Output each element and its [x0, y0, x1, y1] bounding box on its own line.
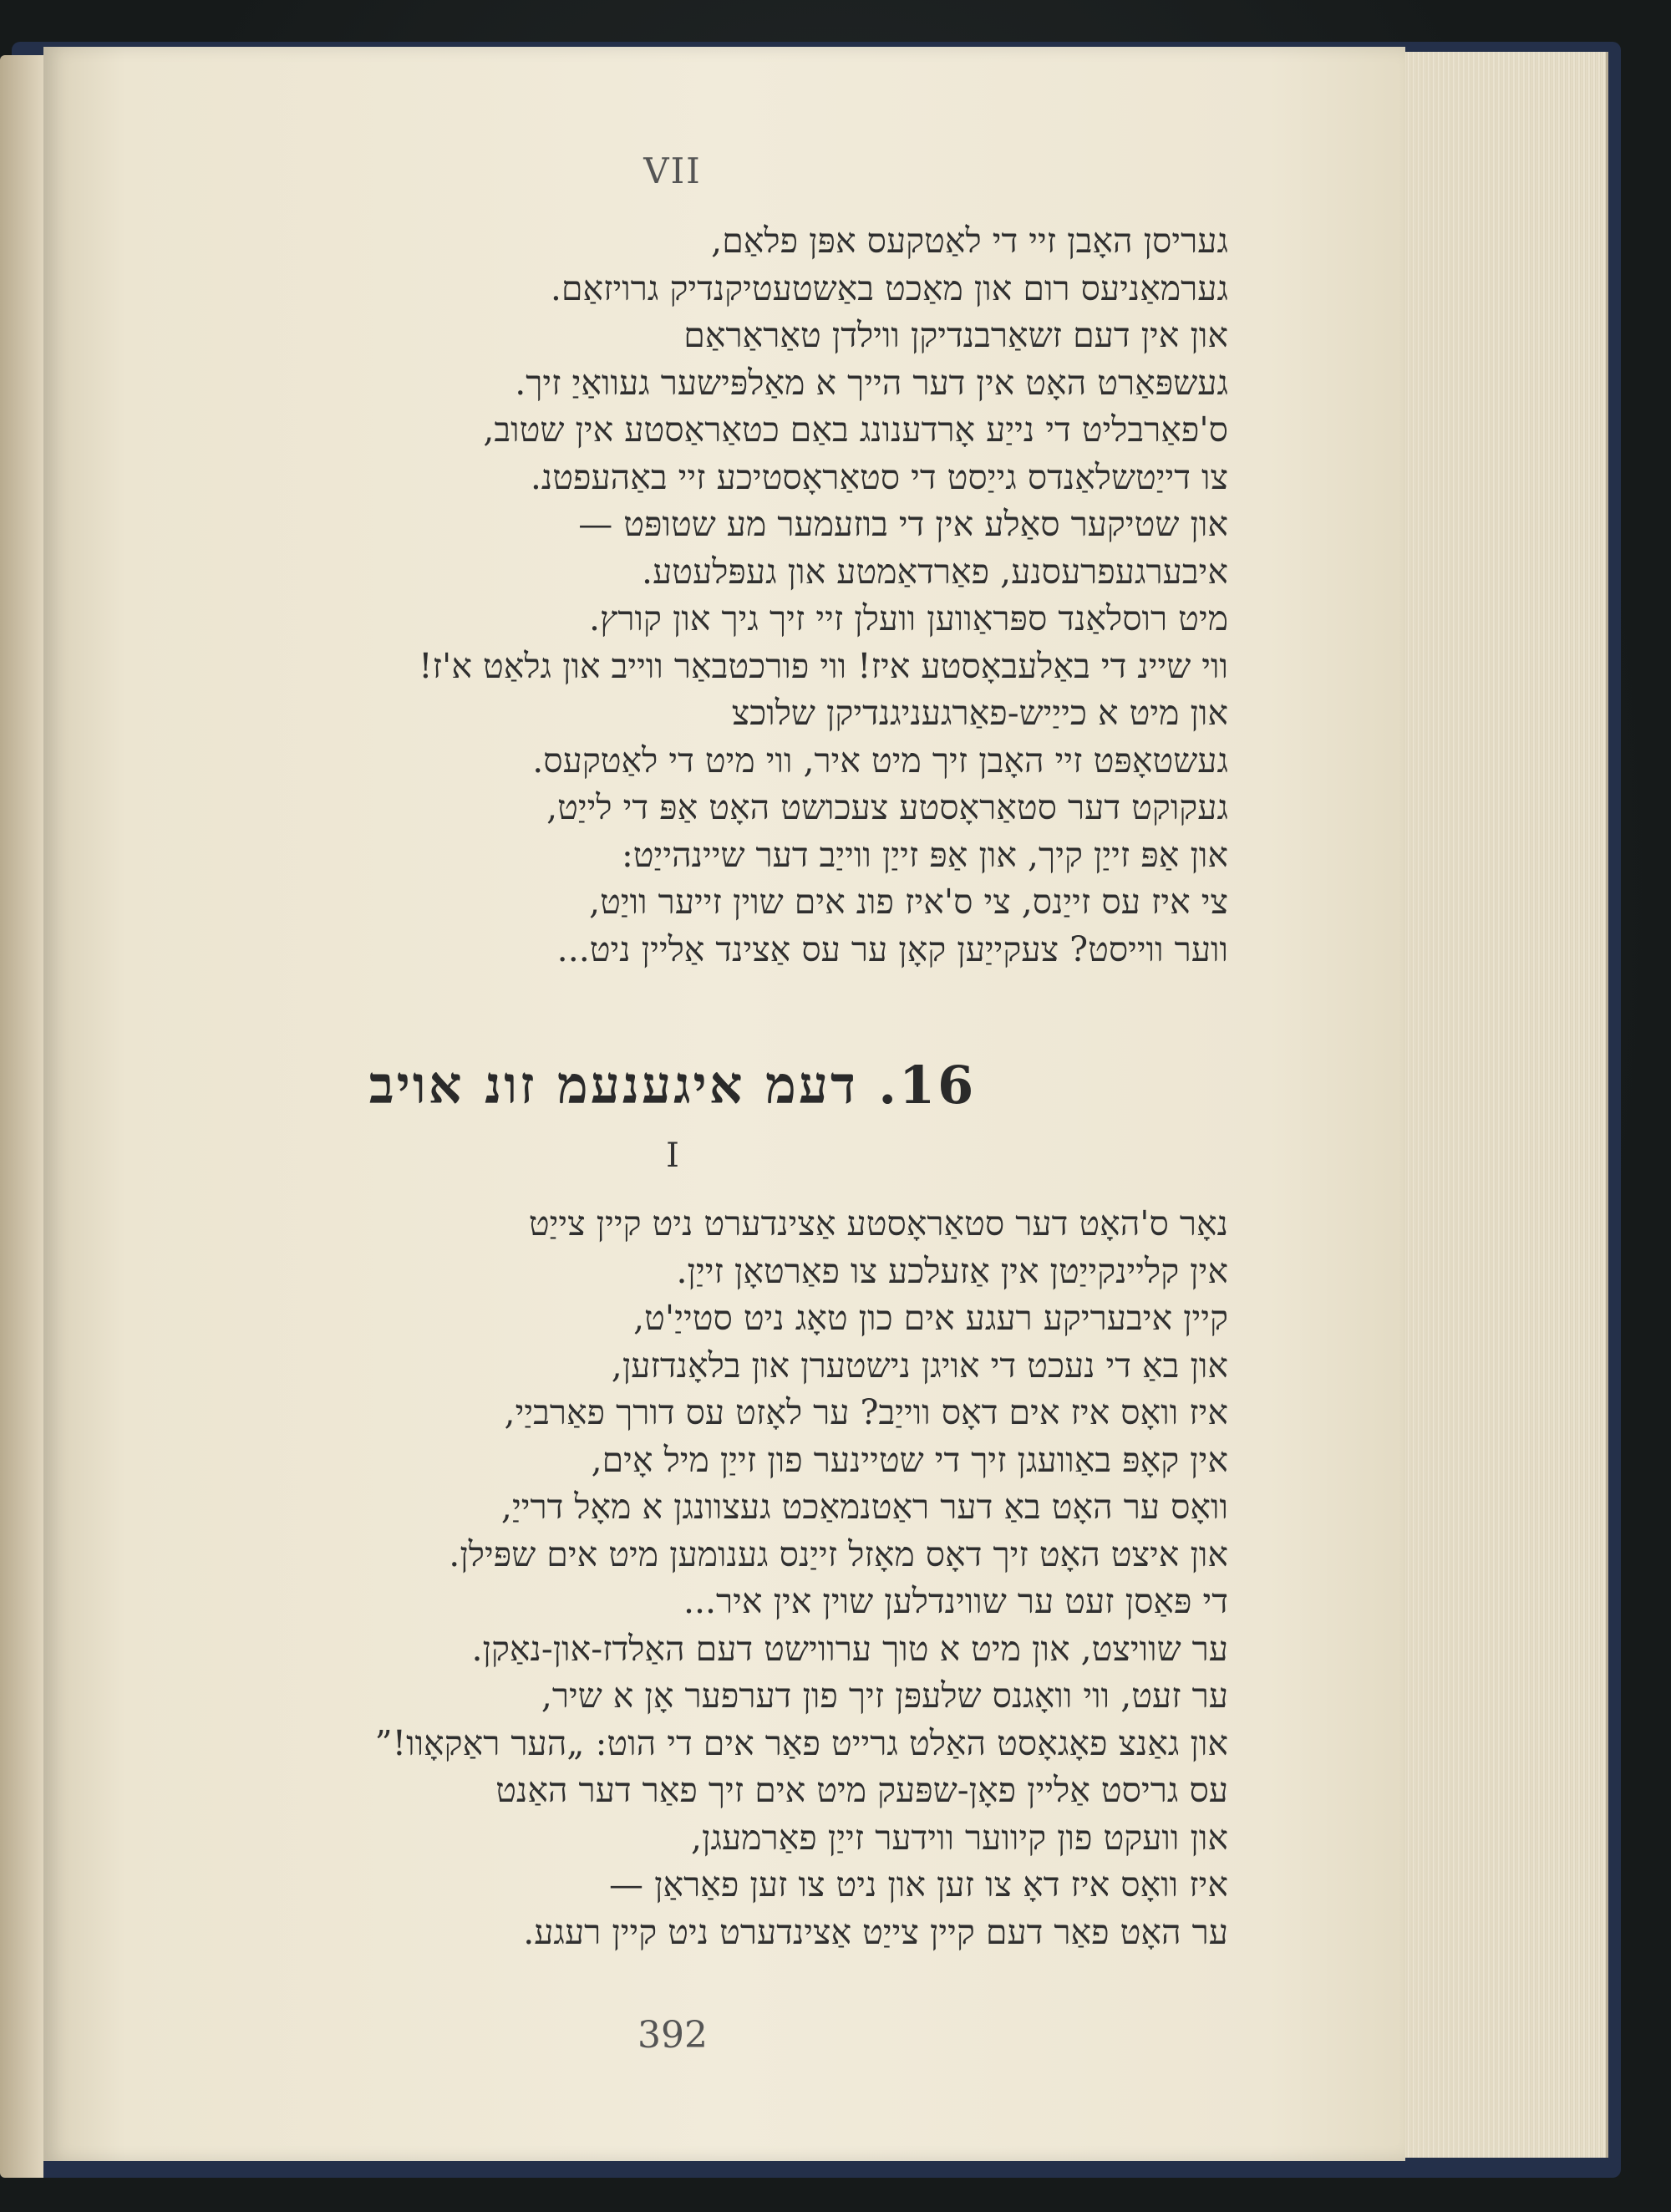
verse-line: נאָר ס'האָט דער סטאַראָסטע אַצינדערט ניט קיין צייַט — [528, 1203, 1228, 1243]
verse-line: און אין דעם זשאַרבנדיקן ווילדן טאַראַראַם — [683, 315, 1228, 355]
poem-title: 16. דעמ איגענעמ זונ אויב — [368, 1055, 977, 1116]
page-number: 392 — [637, 2014, 708, 2057]
verse-line: געריסן האָבן זיי די לאַטקעס אפּן פלאַם, — [711, 221, 1228, 261]
verse-line: און מיט א כייַיש-פאַרגעניגנדיקן שלוכצ — [731, 693, 1228, 733]
verse-line: ווי שיינ די באַלעבאָסטע איז! ווי פורכטבאַר ווייב און גלאַט א'ז! — [419, 645, 1228, 686]
verse-line: איז וואָס איז אים דאָס ווייַב? ער לאָזט עס דורך פאַרביַי, — [504, 1392, 1228, 1432]
verse-line: און וועקט פון קיווער ווידער זייַן פאַרמעגן, — [691, 1817, 1228, 1858]
verse-line: געשפּאַרט האָט אין דער הייך א מאַלפּישער געוואַיַ זיך. — [515, 362, 1228, 403]
verse-line: און באַ די נעכט די אויגן נישטערן און בלאָנדזען, — [611, 1345, 1228, 1386]
verse-block-bottom — [117, 1200, 1228, 1955]
left-page-edge — [0, 55, 43, 2178]
verse-line: וואָס ער האָט באַ דער ראַטנמאַכט געצוונגן א מאָל דרייַ, — [500, 1487, 1228, 1527]
verse-line: און שטיקער סאַלע אין די בוזעמער מע שטופּט — — [578, 504, 1228, 544]
verse-block-top — [117, 217, 1228, 973]
verse-line: געקוקט דער סטאַראָסטע צעכושט האָט אַפּ די לייַט, — [546, 787, 1228, 827]
verse-line: איבערגעפרעסנע, פאַרדאַמטע און געפּלעטע. — [642, 551, 1228, 592]
verse-line: ער שוויצט, און מיט א טוך ערווישט דעם האַלדז-און-נאַקן. — [471, 1628, 1228, 1669]
verse-line: עס גריסט אַליין פאָן-שפּעק מיט אים זיך פאַר דער האַנט — [495, 1770, 1228, 1810]
verse-line: ער זעט, ווי וואָגנס שלעפּן זיך פון דערפער אָן א שיר, — [541, 1676, 1228, 1716]
verse-line: ווער ווייסט? צעקייַען קאָן ער עס אַצינד אַליין ניט... — [556, 928, 1228, 969]
verse-line: מיט רוסלאַנד ספּראַווען וועלן זיי זיך גיך און קורץ. — [588, 598, 1228, 638]
verse-line: די פּאַסן זעט ער שווינדלען שוין אין איר... — [683, 1581, 1228, 1621]
verse-line: צי איז עס זייַנס, צי ס'איז פונ אים שוין זייער וויַט, — [589, 882, 1228, 922]
verse-line: ער האָט פאַר דעם קיין צייַט אַצינדערט ניט קיין רעגע. — [523, 1911, 1228, 1952]
verse-line: ס'פאַרבליט די נייַע אָרדענונג באַם כטאַראַסטע אין שטוב, — [483, 409, 1228, 450]
verse-line: געשטאָפּט זיי האָבן זיך מיט איר, ווי מיט די לאַטקעס. — [532, 740, 1228, 781]
verse-line: אין קליינקייַטן אין אַזעלכע צו פאַרטאָן זייַן. — [676, 1250, 1228, 1291]
verse-line: אין קאָפּ באַוועגן זיך די שטיינער פון זייַן מיל אָים, — [591, 1439, 1228, 1480]
verse-line: און אַפּ זייַן קיך, און אַפּ זייַן ווייַב דער שיינהייַט: — [621, 834, 1228, 875]
page-content — [117, 150, 1228, 2072]
verse-line: קיין איבעריקע רעגע אים כון טאָג ניט סטייַ'ט, — [633, 1298, 1228, 1338]
verse-line: איז וואָס איז דאָ צו זען און ניט צו זען פאַראַן — — [609, 1864, 1228, 1904]
verse-line: גערמאַניעס רום און מאַכט באַשטעטיקנדיק גרויזאַם. — [550, 267, 1228, 308]
verse-line: און איצט האָט זיך דאָס מאָזל זייַנס גענומען מיט אים שפּילן. — [449, 1533, 1228, 1574]
section-number: I — [666, 1137, 679, 1175]
running-head: VII — [643, 150, 702, 191]
verse-line: און גאַנצ פאָגאָסט האַלט גרייט פאַר אים די הוט: „הער ראַקאָוו!” — [374, 1722, 1228, 1763]
verse-line: צו דייַטשלאַנדס גייַסט די סטאַראָסטיכע זיי באַהעפטנ. — [530, 456, 1228, 497]
page-block-edges — [1405, 52, 1608, 2158]
